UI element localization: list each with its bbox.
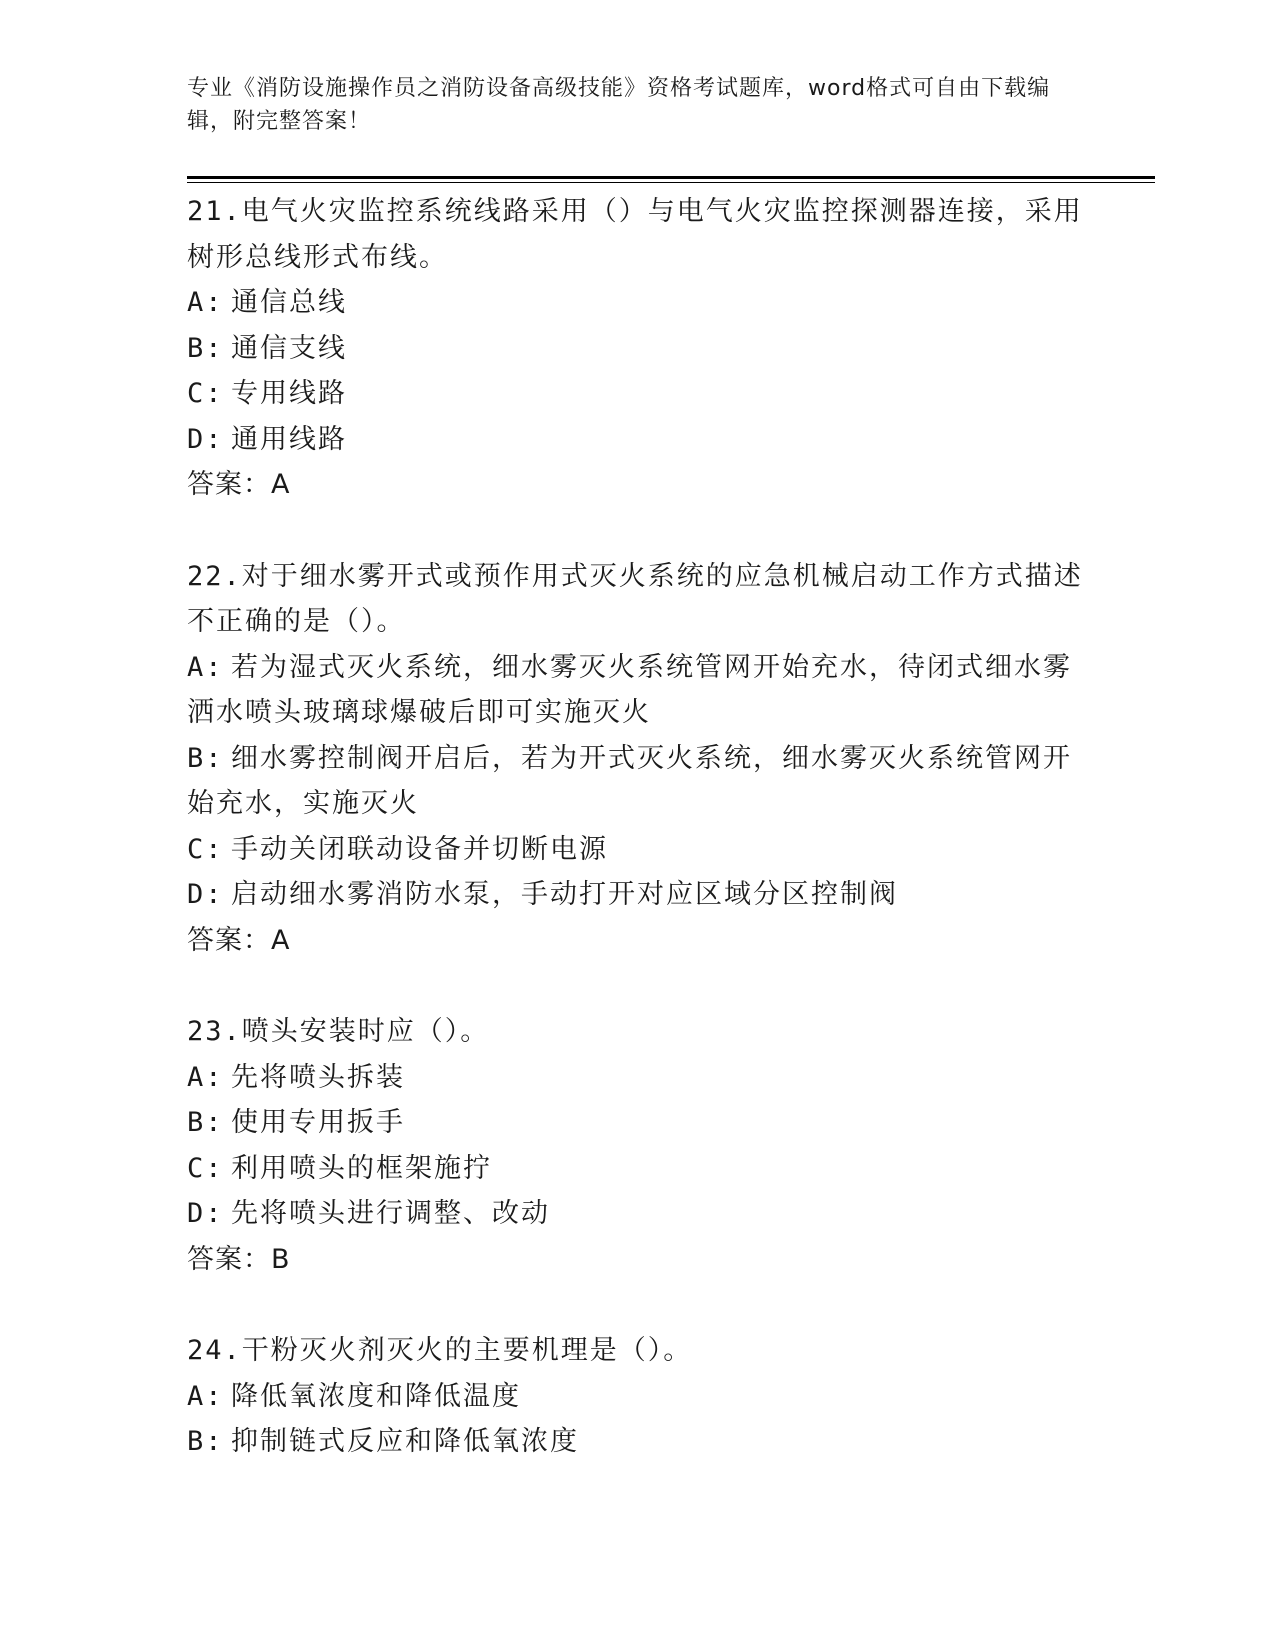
option-key: B: [187,1107,224,1138]
option-a [187,280,1087,326]
option-key: A: [187,287,224,318]
option-text: 若为湿式灭火系统，细水雾灭火系统管网开始充水，待闭式细水雾洒水喷头玻璃球爆破后即可实施灭火 [187,651,1072,728]
question-list [187,189,1087,1511]
question-21 [187,189,1087,508]
question-number: 23. [187,1016,242,1047]
header-divider-thin [187,182,1155,183]
option-text: 细水雾控制阀开启后，若为开式灭火系统，细水雾灭火系统管网开始充水，实施灭火 [187,742,1072,819]
question-text: 喷头安装时应（）。 [241,1016,490,1047]
question-stem [187,189,1087,280]
option-key: C: [187,833,224,865]
question-23 [187,1009,1087,1282]
option-d [187,872,1087,918]
option-text: 先将喷头进行调整、改动 [231,1198,550,1229]
option-b [187,326,1087,372]
option-text: 抑制链式反应和降低氧浓度 [231,1426,579,1457]
option-key: A: [187,1380,224,1412]
option-text: 使用专用扳手 [231,1107,405,1138]
question-stem [187,554,1087,645]
option-text: 利用喷头的框架施拧 [231,1152,492,1184]
option-a [187,645,1087,736]
option-key: C: [187,378,224,409]
question-number: 22. [187,560,242,592]
option-text: 通用线路 [231,423,347,455]
option-key: D: [187,1198,224,1229]
option-text: 通信总线 [231,287,347,318]
option-a [187,1374,1087,1420]
option-key: A: [187,651,224,683]
option-c [187,1146,1087,1192]
option-text: 启动细水雾消防水泵，手动打开对应区域分区控制阀 [231,879,898,910]
option-text: 通信支线 [231,332,347,364]
option-key: D: [187,423,224,455]
question-stem [187,1009,1087,1055]
option-c [187,371,1087,417]
question-text: 对于细水雾开式或预作用式灭火系统的应急机械启动工作方式描述不正确的是（）。 [187,560,1083,637]
option-d [187,417,1087,463]
question-text: 电气火灾监控系统线路采用（）与电气火灾监控探测器连接，采用树形总线形式布线。 [187,196,1083,273]
answer-line: 答案：B [187,1243,291,1275]
option-key: B: [187,1426,224,1457]
option-key: B: [187,332,224,364]
option-text: 先将喷头拆装 [231,1061,405,1093]
option-d [187,1191,1087,1237]
question-number: 21. [187,196,242,227]
option-c [187,827,1087,873]
option-text: 专用线路 [231,378,347,409]
option-b [187,736,1087,827]
question-stem [187,1328,1087,1374]
question-24 [187,1328,1087,1465]
option-a [187,1055,1087,1101]
option-b [187,1100,1087,1146]
document-header [187,72,1067,138]
option-key: B: [187,742,224,774]
answer-line: 答案：A [187,924,291,956]
question-number: 24. [187,1335,242,1366]
answer-line: 答案：A [187,469,291,500]
option-key: C: [187,1152,224,1184]
question-22 [187,554,1087,964]
header-text: 专业《消防设施操作员之消防设备高级技能》资格考试题库，word格式可自由下载编辑，附完整答案！ [187,76,1051,134]
header-divider-thick [187,176,1155,179]
option-key: A: [187,1061,224,1093]
option-text: 手动关闭联动设备并切断电源 [231,833,608,865]
option-key: D: [187,879,224,910]
option-text: 降低氧浓度和降低温度 [231,1380,521,1412]
question-text: 干粉灭火剂灭火的主要机理是（）。 [241,1335,693,1366]
option-b [187,1419,1087,1465]
